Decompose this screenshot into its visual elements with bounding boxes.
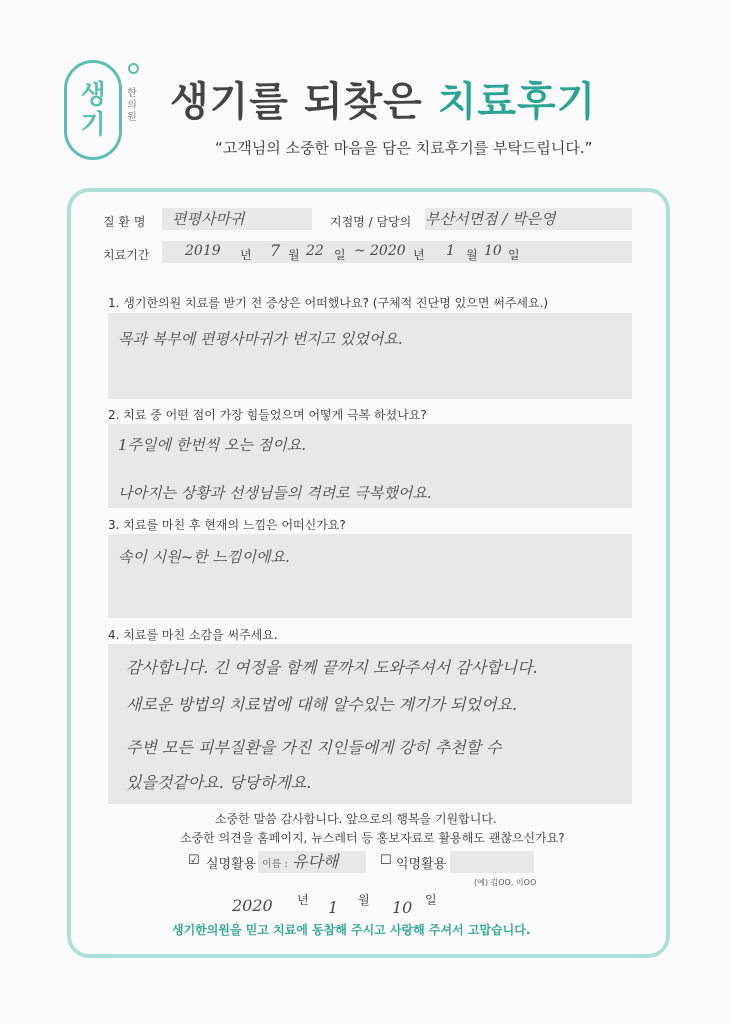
name-label: 이름 :: [262, 859, 288, 870]
question-3: 3. 치료를 마친 후 현재의 느낌은 어떠신가요?: [108, 518, 346, 532]
sign-date-month-unit: 월: [358, 893, 370, 907]
closing-message: 생기한의원을 믿고 치료에 동참해 주시고 사랑해 주셔서 고맙습니다.: [172, 923, 531, 937]
answer-4-line-1: 감사합니다. 긴 여정을 함께 끝까지 도와주셔서 감사합니다.: [126, 658, 538, 677]
question-1: 1. 생기한의원 치료를 받기 전 증상은 어떠했나요? (구체적 진단명 있으면 써주세요.): [108, 296, 549, 310]
disease-label: 질 환 명: [103, 215, 146, 229]
period-tilde: ~: [354, 243, 366, 259]
logo-subtext: 한의원: [127, 88, 137, 123]
logo-char-1: 생: [80, 80, 106, 110]
question-2: 2. 치료 중 어떤 점이 가장 힘들었으며 어떻게 극복 하셨나요?: [108, 408, 427, 422]
logo-dot-icon: [128, 63, 139, 74]
anon-label: 익명활용: [396, 857, 447, 872]
start-month: 7: [270, 241, 281, 260]
title-main: 생기를 되찾은: [170, 79, 438, 125]
end-year: 2020: [370, 243, 406, 259]
start-year: 2019: [185, 243, 221, 259]
branch-value: 부산서면점 / 박은영: [425, 210, 556, 228]
sign-date-day: 10: [392, 898, 413, 917]
page-title: [170, 70, 596, 127]
branch-label: 지점명 / 담당의: [330, 215, 412, 229]
start-day-unit: 일: [334, 248, 346, 262]
answer-1-line-1: 목과 복부에 편평사마귀가 번지고 있었어요.: [118, 330, 403, 348]
end-day-unit: 일: [508, 248, 520, 262]
answer-4-line-4: 있을것같아요. 당당하게요.: [126, 773, 312, 792]
sign-date-year: 2020: [232, 896, 273, 915]
real-name-label: 실명활용: [206, 857, 257, 872]
end-year-unit: 년: [413, 248, 425, 262]
clinic-logo: [64, 60, 122, 160]
end-month-unit: 월: [466, 248, 478, 262]
anon-field[interactable]: [450, 851, 534, 873]
answer-4-line-2: 새로운 방법의 치료법에 대해 알수있는 계기가 되었어요.: [126, 695, 518, 714]
sign-date-day-unit: 일: [425, 893, 437, 907]
name-value: 유다해: [292, 852, 339, 871]
sign-date-year-unit: 년: [297, 893, 309, 907]
disease-value: 편평사마귀: [172, 210, 245, 228]
period-label: 치료기간: [103, 248, 150, 262]
answer-4-line-3: 주변 모든 피부질환을 가진 지인들에게 강히 추천할 수: [126, 738, 502, 757]
answer-box-1: [108, 313, 632, 399]
start-day: 22: [306, 243, 324, 259]
end-month: 1: [446, 243, 455, 259]
sign-date-month: 1: [328, 898, 339, 917]
start-month-unit: 월: [288, 248, 300, 262]
logo-char-2: 기: [80, 110, 106, 140]
answer-2-line-1: 1주일에 한번씩 오는 점이요.: [118, 436, 307, 454]
anon-checkbox[interactable]: ☐: [380, 853, 392, 868]
end-day: 10: [484, 243, 502, 259]
answer-3-line-1: 속이 시원~한 느낌이에요.: [118, 548, 290, 566]
answer-2-line-2: 나아지는 상황과 선생님들의 격려로 극복했어요.: [118, 484, 432, 502]
title-accent: 치료후기: [437, 79, 597, 125]
page-subtitle: “고객님의 소중한 마음을 담은 치료후기를 부탁드립니다.”: [215, 139, 593, 157]
thanks-text: 소중한 말씀 감사합니다. 앞으로의 행복을 기원합니다.: [215, 812, 497, 826]
name-example: (예) 김OO, 이OO: [474, 878, 537, 887]
real-name-checkbox[interactable]: ☑: [188, 853, 200, 868]
start-year-unit: 년: [240, 248, 252, 262]
consent-question: 소중한 의견을 홈페이지, 뉴스레터 등 홍보자료로 활용해도 괜찮으신가요?: [180, 831, 565, 845]
question-4: 4. 치료를 마친 소감을 써주세요.: [108, 628, 278, 642]
